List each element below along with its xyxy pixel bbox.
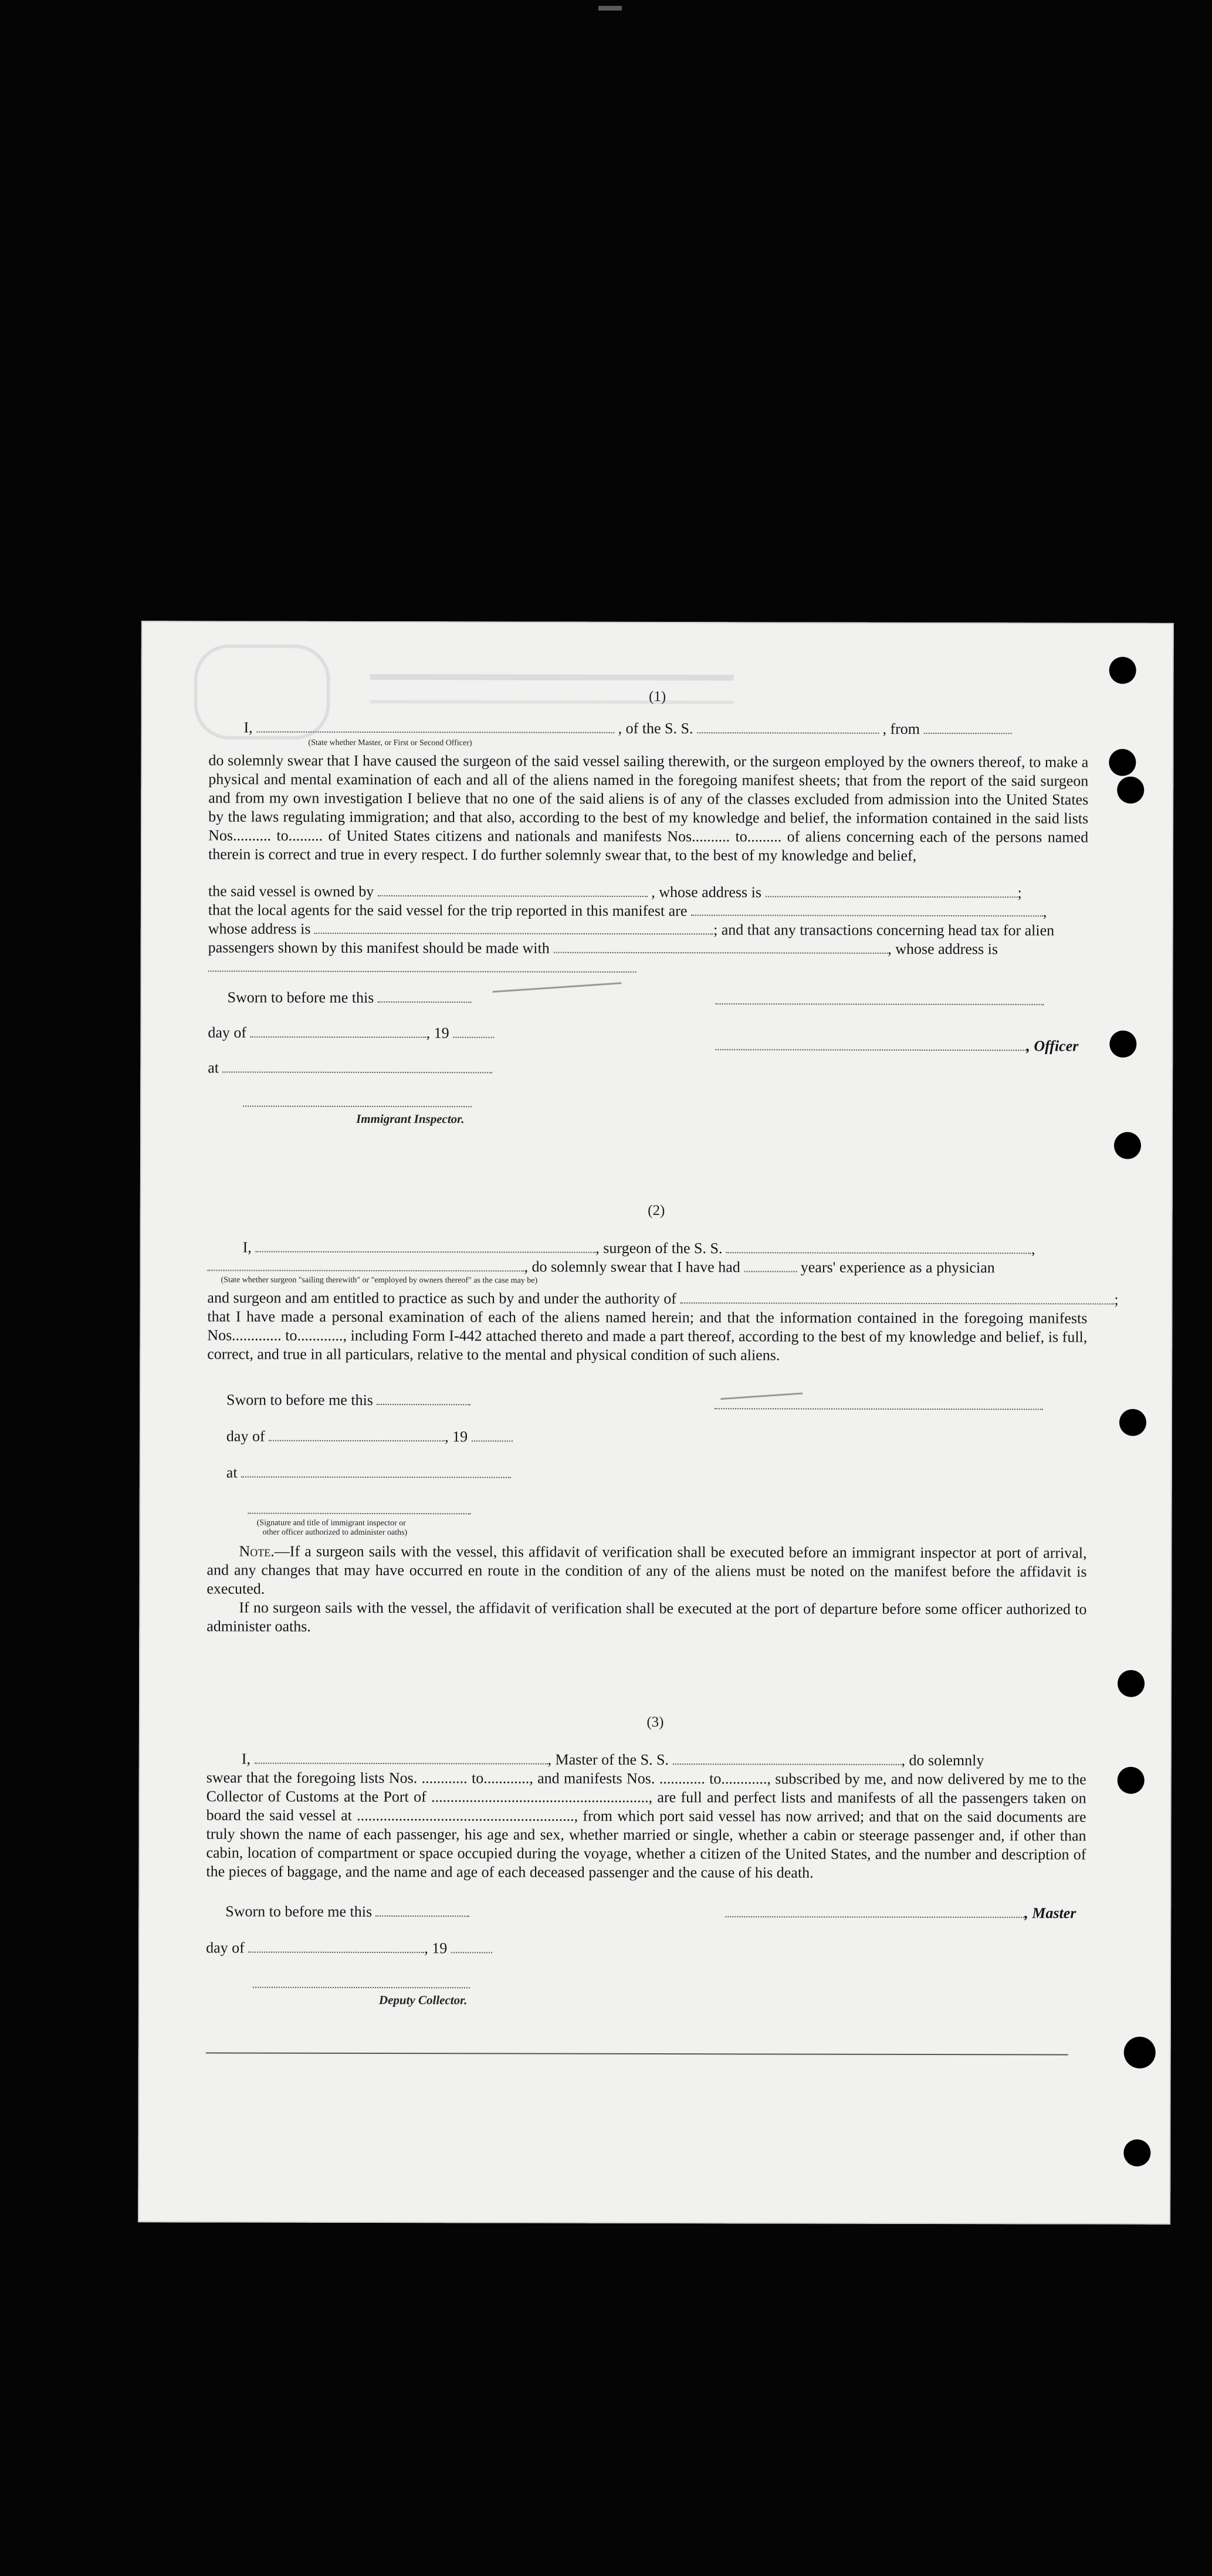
inspector-caption: Immigrant Inspector. — [356, 1111, 465, 1126]
punch-hole — [1118, 1767, 1145, 1794]
signature-caption-1: (Signature and title of immigrant inspector or — [256, 1518, 406, 1528]
punch-hole — [1117, 777, 1144, 804]
agents-address-label: whose address is — [208, 920, 311, 937]
section-1-i: I, — [243, 719, 253, 736]
head-tax-address-label: , whose address is — [888, 940, 998, 958]
faint-signature — [720, 1393, 803, 1400]
at-label: at — [226, 1464, 238, 1481]
collector-signature-line[interactable] — [253, 1987, 470, 1989]
section-1-from-label: , from — [882, 720, 920, 737]
bottom-rule — [206, 2052, 1068, 2055]
officer-signature-field[interactable] — [715, 1036, 1026, 1051]
owner-address-field[interactable] — [765, 883, 1017, 898]
master-name-field[interactable] — [254, 1750, 547, 1765]
signature-caption-2: other officer authorized to administer oaths) — [262, 1528, 408, 1538]
authority-line: and surgeon and am entitled to practice as such by and under the authority of ; — [207, 1289, 1119, 1308]
surgeon-status-field[interactable] — [208, 1257, 524, 1271]
surgeon-vessel-field[interactable] — [726, 1239, 1031, 1254]
year-field[interactable] — [451, 1939, 492, 1953]
section-2-at — [226, 1463, 511, 1482]
officer-caption: (State whether Master, or First or Second Officer) — [308, 738, 472, 748]
section-2-paragraph: that I have made a personal examination of each of the aliens named herein; and that the information contained in the foregoing manifests Nos............. to............, including Form I-442 attached thereto and made a part thereof, according to the best of my knowledge and belief, is full, correct, and true in all particulars, relative to the mental and physical condition of such aliens. — [207, 1308, 1088, 1364]
section-3-day-of — [206, 1938, 492, 1957]
local-agents-line: that the local agents for the said vessel for the trip reported in this manifest are , — [208, 901, 1047, 920]
section-1-at — [208, 1058, 492, 1077]
surgeon-name-field[interactable] — [255, 1238, 595, 1253]
at-field[interactable] — [223, 1058, 493, 1073]
sworn-label: Sworn to before me this — [225, 1903, 373, 1920]
head-tax-agent-field[interactable] — [553, 939, 888, 954]
local-agents-label: that the local agents for the said vessel for the trip reported in this manifest are — [208, 901, 688, 920]
section-1-number: (1) — [648, 688, 666, 705]
owner-field[interactable] — [378, 882, 648, 897]
note-label: Note. — [239, 1542, 275, 1560]
sworn-day-field[interactable] — [376, 1903, 470, 1917]
officer-signature-line — [715, 1036, 1078, 1055]
officer-label: , Officer — [1026, 1037, 1079, 1055]
sworn-day-field[interactable] — [377, 1391, 470, 1405]
punch-hole — [1109, 1031, 1136, 1058]
section-2-number: (2) — [648, 1202, 665, 1219]
scan-top-mark — [598, 6, 622, 11]
section-3-sworn — [225, 1902, 469, 1921]
surgeon-swear-label: , do solemnly swear that I have had — [524, 1258, 740, 1276]
section-3-heading-line — [242, 1750, 984, 1770]
punch-hole — [1114, 1132, 1141, 1159]
year-label: , 19 — [445, 1428, 468, 1446]
surgeon-signature-line[interactable] — [715, 1408, 1043, 1410]
sworn-day-field[interactable] — [378, 989, 472, 1003]
punch-hole — [1109, 749, 1136, 776]
section-2-i: I, — [242, 1238, 252, 1256]
section-3-number: (3) — [646, 1714, 664, 1731]
year-field[interactable] — [453, 1024, 494, 1038]
faint-signature — [493, 982, 622, 993]
section-2-sworn — [226, 1390, 470, 1409]
punch-hole — [1119, 1409, 1146, 1436]
day-of-field[interactable] — [250, 1024, 426, 1038]
master-swear-label: , do solemnly — [901, 1751, 984, 1769]
inspector-signature-line[interactable] — [243, 1106, 472, 1108]
punch-hole — [1118, 1670, 1145, 1697]
section-3-paragraph: swear that the foregoing lists Nos. ............ to............, and manifests Nos. ............ to............, subscribed by me, and now delivered by me to the Collector of Customs at the Port of ........................................................., are full and perfect lists and manifests of all the passengers taken on board the said vessel at ........................................................., from which port said vessel has now arrived; and that on the said documents are truly shown the name of each passenger, his age and sex, whether married or single, whether a cabin or steerage passenger and, if other than cabin, location of compartment or space occupied during the voyage, whether a citizen of the United States, and the number and description of the pieces of baggage, and the name and age of each deceased passenger and the cause of his death. — [206, 1769, 1086, 1881]
at-field[interactable] — [241, 1464, 511, 1478]
head-tax-address-field[interactable] — [208, 970, 637, 973]
at-label: at — [208, 1059, 219, 1077]
passengers-shown-label: passengers shown by this manifest should be made with — [208, 939, 550, 957]
section-1-day-of — [208, 1023, 494, 1042]
master-signature-line — [725, 1903, 1076, 1922]
agents-address-line — [208, 919, 1054, 939]
year-field[interactable] — [472, 1427, 513, 1441]
officer-signature-line[interactable] — [248, 1513, 471, 1515]
section-1-heading-line — [243, 719, 1011, 739]
owned-by-line: the said vessel is owned by , whose address is ; — [208, 882, 1022, 902]
sworn-label: Sworn to before me this — [227, 989, 374, 1006]
section-1-sworn — [227, 988, 471, 1007]
day-of-label: day of — [208, 1024, 247, 1041]
local-agents-field[interactable] — [691, 902, 1043, 916]
day-of-label: day of — [226, 1427, 265, 1445]
day-of-field[interactable] — [248, 1939, 424, 1954]
surgeon-label: , surgeon of the S. S. — [595, 1239, 723, 1257]
master-signature-field[interactable] — [725, 1903, 1024, 1918]
surgeon-caption: (State whether surgeon "sailing therewith" or "employed by owners thereof" as the case may be) — [221, 1275, 538, 1285]
note-text: —If a surgeon sails with the vessel, this affidavit of verification shall be executed before an immigrant inspector at port of arrival, and any changes that may have occurred en route in the condition of any of the aliens must be noted on the manifest before the affidavit is executed. — [206, 1542, 1087, 1597]
agents-address-field[interactable] — [314, 920, 713, 935]
manifest-back-page — [138, 621, 1174, 2225]
note-paragraph-2: If no surgeon sails with the vessel, the affidavit of verification shall be executed at the port of departure before some officer authorized to administer oaths. — [206, 1599, 1087, 1635]
day-of-field[interactable] — [269, 1427, 445, 1442]
master-label: , Master of the S. S. — [547, 1751, 669, 1769]
section-1-ss-label: , of the S. S. — [618, 719, 693, 737]
authority-label: and surgeon and am entitled to practice as such by and under the authority of — [207, 1289, 676, 1308]
officer-signature-line-1[interactable] — [715, 1003, 1044, 1005]
section-2-day-of — [226, 1427, 513, 1446]
section-2-heading-line: I, , surgeon of the S. S. , — [242, 1238, 1035, 1258]
owner-address-label: , whose address is — [651, 883, 762, 901]
authority-field[interactable] — [680, 1289, 1114, 1305]
collector-caption: Deputy Collector. — [378, 1993, 468, 2008]
sworn-label: Sworn to before me this — [226, 1391, 373, 1409]
section-2-experience-line — [208, 1257, 995, 1277]
punch-hole — [1109, 657, 1136, 684]
master-sign-label: , Master — [1024, 1904, 1076, 1922]
master-vessel-field[interactable] — [672, 1751, 901, 1765]
head-tax-line — [208, 938, 998, 958]
section-1-paragraph: do solemnly swear that I have caused the surgeon of the said vessel sailing therewith, or the surgeon employed by the owners thereof, to make a physical and mental examination of each and all of the aliens named in the foregoing manifest sheets; that from the report of the said surgeon and from my own investigation I believe that no one of the said aliens is of any of the classes excluded from admission into the United States by the laws regulating immigration; and that also, according to the best of my knowledge and belief, the information contained in the said lists Nos.......... to......... of United States citizens and nationals and manifests Nos.......... to......... of aliens concerning each of the persons named therein is correct and true in every respect. I do further solemnly swear that, to the best of my knowledge and belief, — [208, 752, 1089, 864]
section-3-i: I, — [241, 1750, 251, 1768]
vessel-name-field[interactable] — [697, 719, 879, 734]
day-of-label: day of — [206, 1939, 245, 1956]
year-label: , 19 — [426, 1024, 449, 1042]
year-label: , 19 — [424, 1939, 448, 1957]
officer-name-field[interactable] — [256, 719, 614, 733]
punch-hole — [1123, 2140, 1150, 2167]
note-paragraph — [206, 1542, 1086, 1600]
head-tax-label: ; and that any transactions concerning head tax for alien — [713, 921, 1055, 939]
owned-by-label: the said vessel is owned by — [208, 882, 374, 900]
punch-hole — [1124, 2037, 1156, 2069]
experience-years-field[interactable] — [744, 1258, 797, 1272]
origin-port-field[interactable] — [924, 720, 1012, 734]
years-label: years' experience as a physician — [800, 1258, 995, 1277]
